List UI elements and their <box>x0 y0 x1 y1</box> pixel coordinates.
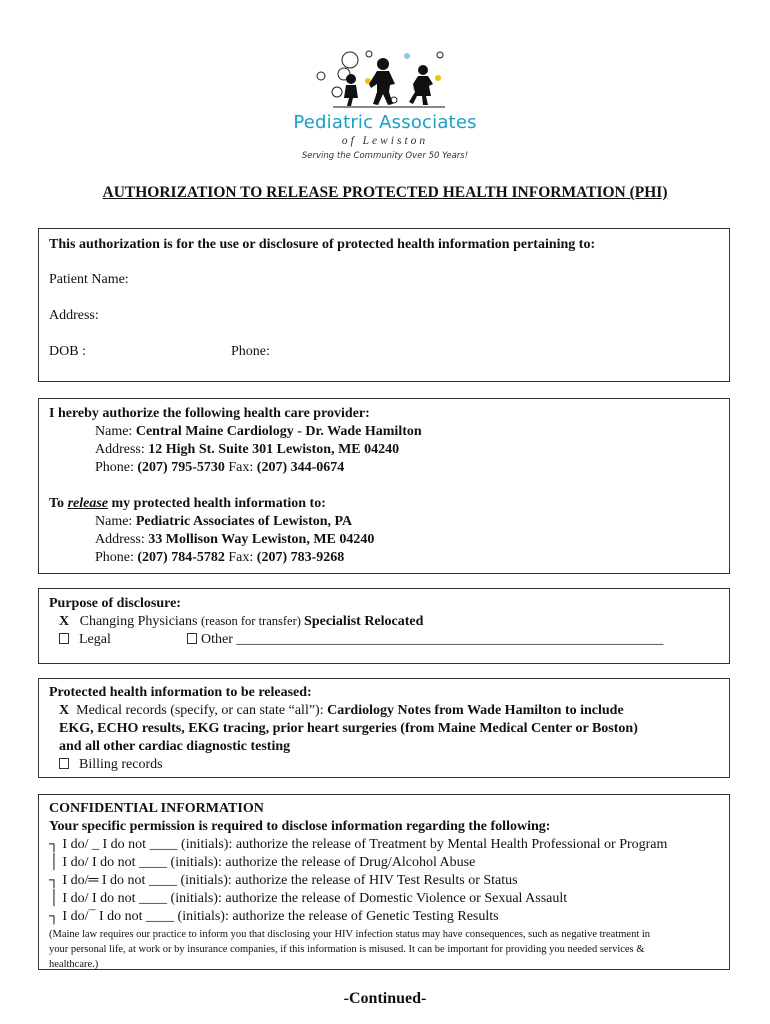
recipient-name-label: Name: <box>95 514 136 529</box>
note-line-1: (Maine law requires our practice to inform you that disclosing your HIV infection status may have consequences, such as negative treatment in <box>49 929 651 940</box>
phi-medical-value-2: EKG, ECHO results, EKG tracing, prior heart surgeries (from Maine Medical Center or Boston) <box>59 721 638 736</box>
other-reason-input[interactable]: _____________________________________________________________ <box>236 632 664 647</box>
provider-address-value: 12 High St. Suite 301 Lewiston, ME 04240 <box>148 442 400 457</box>
purpose-option3-label: Other <box>201 632 237 647</box>
practice-logo <box>280 48 490 166</box>
phi-heading: Protected health information to be released: <box>49 685 312 700</box>
provider-fax-value: (207) 344-0674 <box>256 460 345 475</box>
confidential-section <box>38 794 730 970</box>
confidential-item-text: I do not ____ (initials): authorize the release of Treatment by Mental Health Professional or Program <box>102 837 668 852</box>
patient-dob-label: DOB : <box>49 344 86 359</box>
phi-release-section <box>38 678 730 778</box>
purpose-checked-mark: X <box>59 614 70 629</box>
authorization-parties-section <box>38 398 730 574</box>
provider-name-label: Name: <box>95 424 136 439</box>
confidential-item-prefix: │ I do/ <box>49 891 92 906</box>
hiv-disclosure-note <box>49 927 721 972</box>
confidential-item-text: I do not ____ (initials): authorize the release of Domestic Violence or Sexual Assault <box>91 891 568 906</box>
purpose-option1-hint: (reason for transfer) <box>200 614 305 628</box>
purpose-option1-label: Changing Physicians <box>79 614 201 629</box>
recipient-phone-label: Phone: <box>95 550 138 565</box>
recipient-name-value: Pediatric Associates of Lewiston, PA <box>135 514 353 529</box>
note-line-2: your personal life, at work or by insurance companies, if this information is misused. It can be important for providing you needed services & <box>49 944 645 955</box>
purpose-option-other[interactable] <box>187 632 663 648</box>
confidential-item[interactable] <box>49 873 518 889</box>
purpose-option-changing-physicians[interactable] <box>59 614 423 630</box>
recipient-fax-value: (207) 783-9268 <box>256 550 345 565</box>
children-logo-graphic <box>305 48 465 110</box>
recipient-name <box>95 514 352 530</box>
recipient-phone-value: (207) 784-5782 <box>137 550 225 565</box>
recipient-address-value: 33 Mollison Way Lewiston, ME 04240 <box>148 532 375 547</box>
patient-phone-label: Phone: <box>231 344 270 359</box>
provider-address-label: Address: <box>95 442 149 457</box>
confidential-subheading: Your specific permission is required to disclose information regarding the following: <box>49 819 551 834</box>
patient-name-label: Patient Name: <box>49 272 129 287</box>
other-checkbox[interactable] <box>187 633 197 644</box>
confidential-item[interactable] <box>49 891 567 907</box>
purpose-heading: Purpose of disclosure: <box>49 596 181 611</box>
recipient-heading <box>49 496 326 512</box>
provider-name <box>95 424 422 440</box>
provider-name-value: Central Maine Cardiology - Dr. Wade Hamilton <box>135 424 422 439</box>
purpose-option2-label: Legal <box>79 632 111 647</box>
legal-checkbox[interactable] <box>59 633 69 644</box>
continued-footer: -Continued- <box>343 990 427 1007</box>
phi-medical-value-1: Cardiology Notes from Wade Hamilton to include <box>327 703 624 718</box>
confidential-item[interactable] <box>49 855 475 871</box>
confidential-item[interactable] <box>49 837 667 853</box>
phi-billing-label: Billing records <box>79 757 163 772</box>
recipient-address <box>95 532 374 548</box>
confidential-item-text: I do not ____ (initials): authorize the release of Drug/Alcohol Abuse <box>91 855 476 870</box>
phi-medical-label: Medical records (specify, or can state “all”): <box>76 703 328 718</box>
provider-phone-label: Phone: <box>95 460 138 475</box>
provider-phone-value: (207) 795-5730 <box>137 460 225 475</box>
confidential-item[interactable] <box>49 909 499 925</box>
phi-medical-value-3: and all other cardiac diagnostic testing <box>59 739 291 754</box>
recipient-address-label: Address: <box>95 532 149 547</box>
recipient-fax-label: Fax: <box>224 550 257 565</box>
document-title: AUTHORIZATION TO RELEASE PROTECTED HEALTH INFORMATION (PHI) <box>102 184 668 201</box>
provider-phone <box>95 460 344 476</box>
recipient-heading-emphasis: release <box>67 496 108 511</box>
confidential-heading: CONFIDENTIAL INFORMATION <box>49 801 264 816</box>
confidential-item-prefix: │ I do/ <box>49 855 92 870</box>
confidential-item-text: I do not ____ (initials): authorize the release of Genetic Testing Results <box>98 909 499 924</box>
provider-address <box>95 442 399 458</box>
recipient-phone <box>95 550 344 566</box>
purpose-option-legal[interactable] <box>59 632 111 648</box>
purpose-section <box>38 588 730 664</box>
logo-subtitle: of Lewiston <box>341 135 429 147</box>
phi-checked-mark: X <box>59 703 70 718</box>
logo-tagline: Serving the Community Over 50 Years! <box>301 151 469 161</box>
patient-info-section <box>38 228 730 382</box>
phi-medical-records[interactable] <box>59 703 624 719</box>
recipient-heading-pre: To <box>49 496 68 511</box>
logo-practice-name: Pediatric Associates <box>293 112 477 133</box>
patient-intro: This authorization is for the use or disclosure of protected health information pertaining to: <box>49 237 596 252</box>
patient-address-label: Address: <box>49 308 99 323</box>
provider-heading: I hereby authorize the following health care provider: <box>49 406 370 421</box>
billing-checkbox[interactable] <box>59 758 69 769</box>
confidential-item-prefix: ┐ I do/ _ <box>49 837 103 852</box>
confidential-item-prefix: ┐ I do/═ <box>49 873 102 888</box>
confidential-item-prefix: ┐ I do/¯ <box>49 909 99 924</box>
provider-fax-label: Fax: <box>224 460 257 475</box>
recipient-heading-post: my protected health information to: <box>108 496 326 511</box>
note-line-3: healthcare.) <box>49 959 99 970</box>
purpose-option1-value: Specialist Relocated <box>304 614 424 629</box>
phi-billing-records[interactable] <box>59 757 163 773</box>
confidential-item-text: I do not ____ (initials): authorize the release of HIV Test Results or Status <box>101 873 518 888</box>
